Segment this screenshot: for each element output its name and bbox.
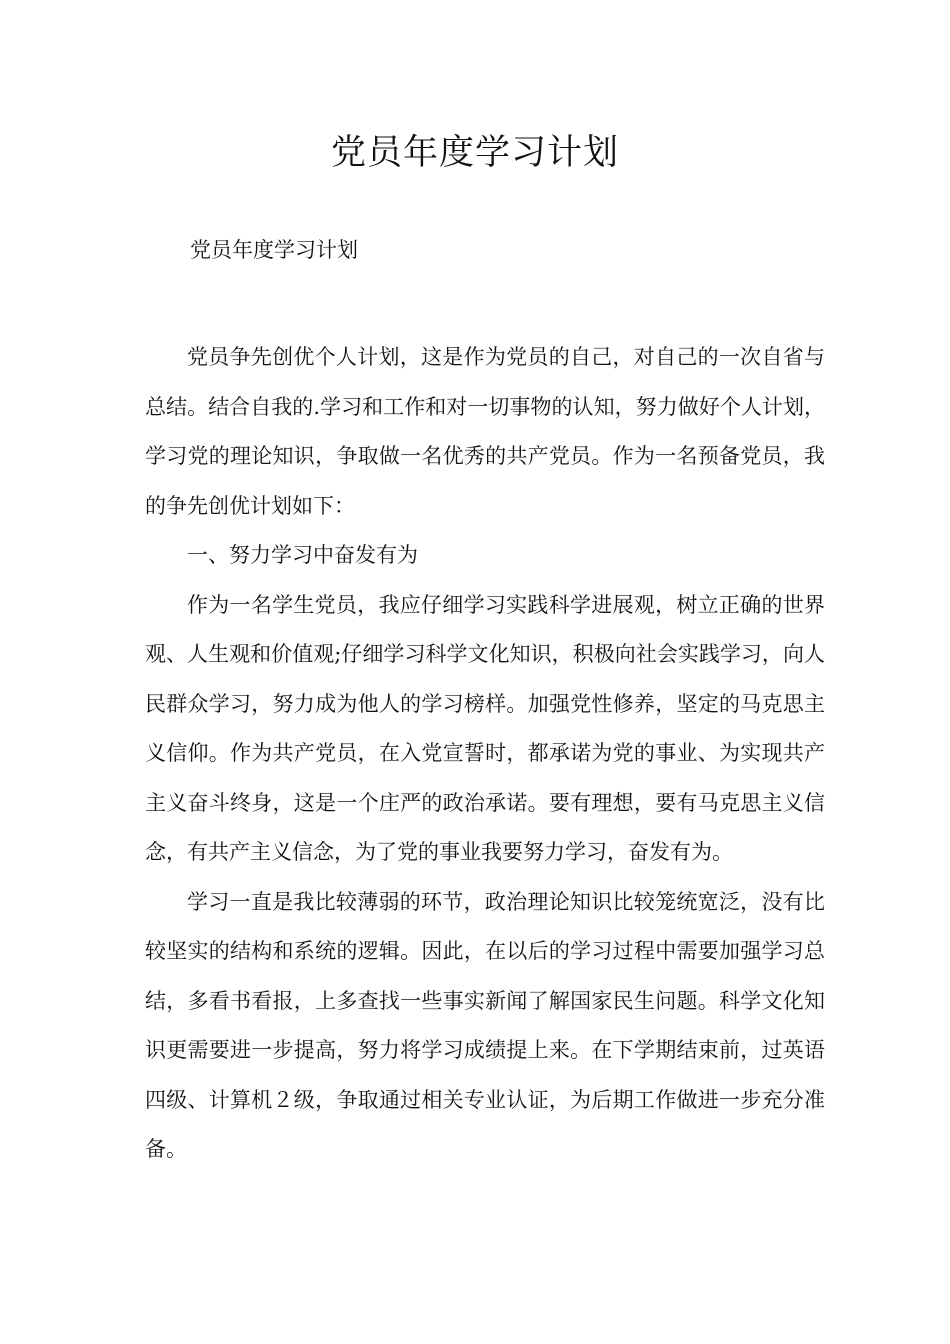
body-paragraph: 学习一直是我比较薄弱的环节，政治理论知识比较笼统宽泛，没有比较坚实的结构和系统的逻辑。因此，在以后的学习过程中需要加强学习总结，多看书看报，上多查找一些事实新闻了解国家民生问题。科学文化知识更需要进一步提高，努力将学习成绩提上来。在下学期结束前，过英语四级、计算机２级，争取通过相关专业认证，为后期工作做进一步充分准备。 bbox=[145, 889, 825, 1161]
section-heading: 一、努力学习中奋发有为 bbox=[187, 543, 418, 567]
document-subtitle: 党员年度学习计划 bbox=[190, 238, 358, 262]
body-paragraph: 作为一名学生党员，我应仔细学习实践科学进展观，树立正确的世界观、人生观和价值观;仔细学习科学文化知识，积极向社会实践学习，向人民群众学习，努力成为他人的学习榜样。加强党性修养，坚定的马克思主义信仰。作为共产党员，在入党宣誓时，都承诺为党的事业、为实现共产主义奋斗终身，这是一个庄严的政治承诺。要有理想，要有马克思主义信念，有共产主义信念，为了党的事业我要努力学习，奋发有为。 bbox=[145, 592, 825, 864]
document-title: 党员年度学习计划 bbox=[330, 133, 619, 173]
intro-paragraph: 党员争先创优个人计划，这是作为党员的自己，对自己的一次自省与总结。结合自我的.学习和工作和对一切事物的认知，努力做好个人计划，学习党的理论知识，争取做一名优秀的共产党员。作为一名预备党员，我的争先创优计划如下： bbox=[145, 345, 825, 518]
document-body bbox=[145, 333, 825, 1175]
